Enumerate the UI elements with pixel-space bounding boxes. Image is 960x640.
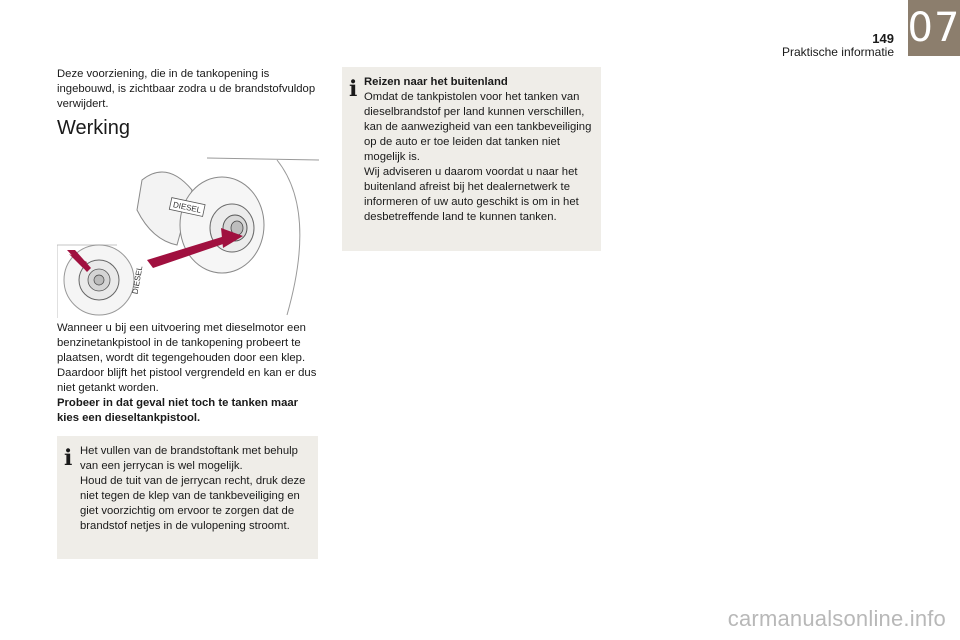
info-icon: ℹ <box>64 446 73 471</box>
body-warning: Probeer in dat geval niet toch te tanken maar kies een dieseltankpistool. <box>57 397 299 424</box>
intro-text: Deze voorziening, die in de tankopening is ingebouwd, is zichtbaar zodra u de brandstofvuldop verwijdert. <box>57 68 316 110</box>
body-text <box>57 321 322 426</box>
page-number: 149 <box>872 31 894 46</box>
info-line: Omdat de tankpistolen voor het tanken van dieselbrandstof per land kunnen verschillen, kan de aanwezigheid van een tankbeveiliging op de auto er toe leiden dat tanken niet mogelijk is. <box>364 91 592 163</box>
chapter-tab: 07 <box>908 0 960 56</box>
info-box-content <box>80 444 312 534</box>
watermark: carmanualsonline.info <box>727 606 946 631</box>
info-title: Reizen naar het buitenland <box>364 76 508 88</box>
fuel-filler-figure <box>57 150 319 318</box>
section-title: Praktische informatie <box>781 45 894 59</box>
diesel-label-inset: DIESEL <box>130 265 145 295</box>
info-line: Wij adviseren u daarom voordat u naar het buitenland afreist bij het dealernetwerk te informeren of uw auto geschikt is om in het desbetreffende land te kunnen tanken. <box>364 166 579 223</box>
info-line: Het vullen van de brandstoftank met behulp van een jerrycan is wel mogelijk. <box>80 445 298 472</box>
info-line: Houd de tuit van de jerrycan recht, druk deze niet tegen de klep van de tankbeveiliging en giet voorzichtig om ervoor te zorgen dat de brandstof netjes in de vulopening stroomt. <box>80 475 306 532</box>
info-box-jerrycan <box>57 436 318 559</box>
info-box-abroad <box>342 67 601 251</box>
section-heading: Werking <box>57 117 130 139</box>
info-icon: ℹ <box>349 77 358 102</box>
diesel-label-flap: DIESEL <box>172 200 202 215</box>
info-box-content <box>364 75 599 225</box>
body-paragraph: Wanneer u bij een uitvoering met dieselmotor een benzinetankpistool in de tankopening probeert te plaatsen, wordt dit tegengehouden door een klep. Daardoor blijft het pistool vergrendeld en kan er dus niet getankt worden. <box>57 322 317 394</box>
